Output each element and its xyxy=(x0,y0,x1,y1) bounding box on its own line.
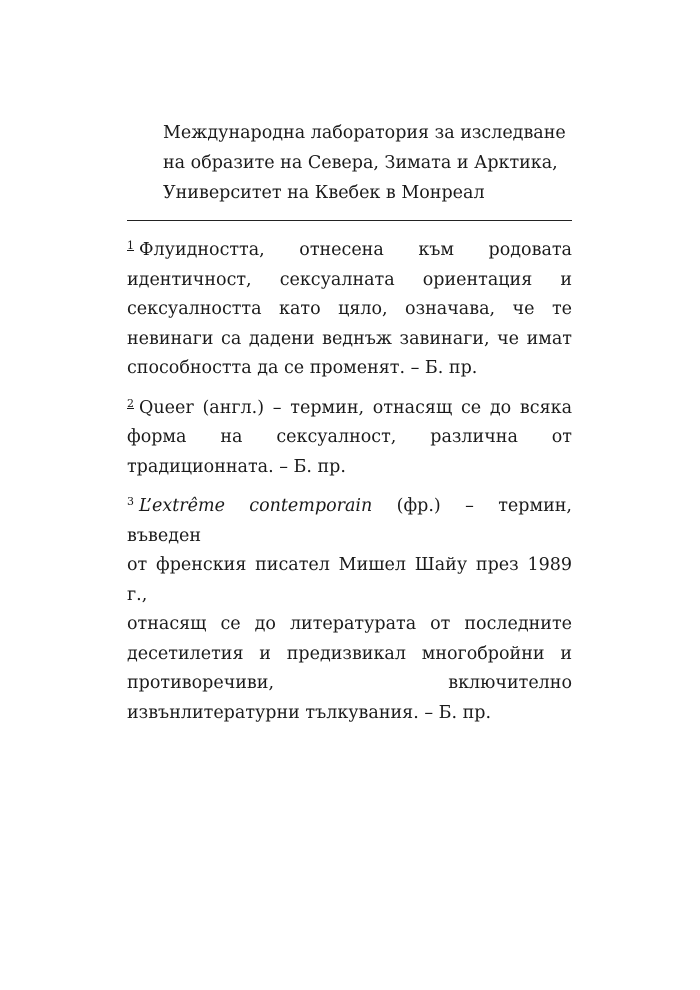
footnote-3 xyxy=(127,492,572,728)
footnote-2-line-1 xyxy=(127,394,572,424)
footnote-1-line-3: сексуалността като цяло, означава, че те xyxy=(127,299,572,319)
footnote-3-line-5: противоречиви, включително xyxy=(127,673,572,693)
affiliation-line-1: Международна лаборатория за изследване xyxy=(163,123,566,143)
footnote-3-line-6: извънлитературни тълкувания. – Б. пр. xyxy=(127,702,492,723)
footnote-1 xyxy=(127,236,572,384)
footnote-1-text-1: Флуидността, отнесена към родовата xyxy=(139,240,572,260)
footnote-1-line-1 xyxy=(127,236,572,266)
footnote-1-line-2: идентичност, сексуалната ориентация и xyxy=(127,269,572,290)
footnote-1-line-4: невинаги са дадени веднъж завинаги, че имат xyxy=(127,328,572,349)
footnote-2-marker: 2 xyxy=(127,396,134,410)
footnote-3-line-2: от френския писател Мишел Шайу през 1989 г., xyxy=(127,555,572,605)
footnote-3-line-3: отнасящ се до литературата от последните xyxy=(127,614,572,634)
footnote-3-term: L’extrême contemporain xyxy=(139,496,373,516)
footnote-2-text-1: Queer (англ.) – термин, отнасящ се до всяка xyxy=(139,397,572,418)
footnote-3-line-1 xyxy=(127,492,572,551)
footnotes-section xyxy=(127,236,572,738)
footnote-separator-rule xyxy=(127,220,572,221)
footnote-1-line-5: способността да се променят. – Б. пр. xyxy=(127,358,478,378)
footnote-2-line-3: традиционната. – Б. пр. xyxy=(127,456,346,477)
footnote-3-text-1: (фр.) – термин, въведен xyxy=(127,496,572,546)
affiliation-line-2: на образите на Севера, Зимата и Арктика, xyxy=(163,153,558,173)
footnote-3-marker: 3 xyxy=(127,495,134,508)
affiliation-line-3: Университет на Квебек в Монреал xyxy=(163,183,485,203)
author-affiliation xyxy=(163,118,583,208)
footnote-3-line-4: десетилетия и предизвикал многобройни и xyxy=(127,643,572,664)
footnote-2-line-2: форма на сексуалност, различна от xyxy=(127,427,572,447)
footnote-2 xyxy=(127,394,572,483)
footnote-1-marker: 1 xyxy=(127,239,134,252)
